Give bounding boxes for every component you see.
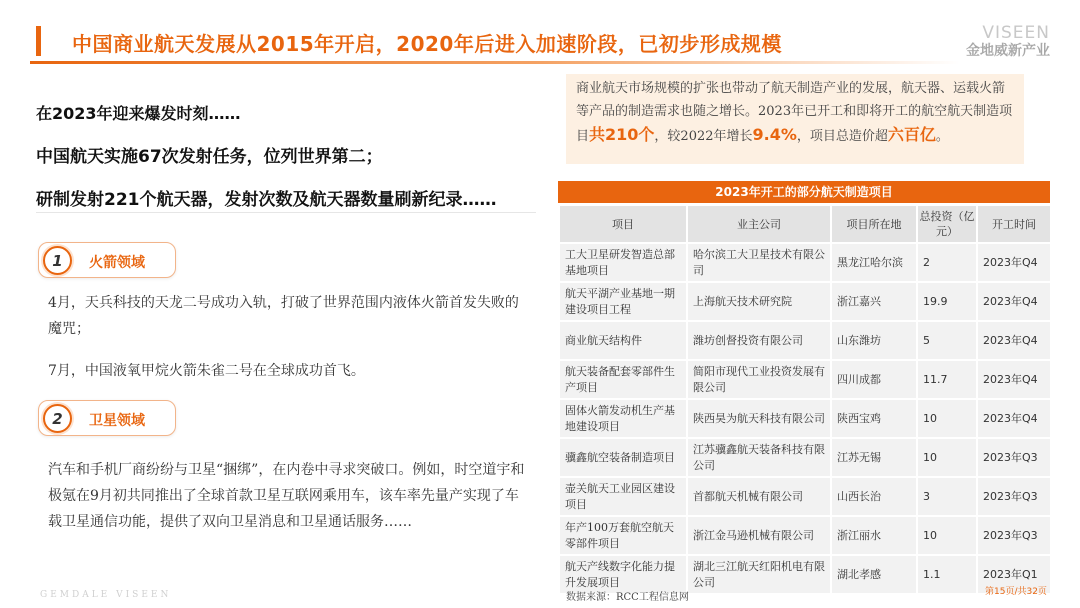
section-number-badge: 1 [43,246,72,275]
table-cell: 湖北孝感 [831,555,917,594]
intro-line-2: 中国航天实施67次发射任务，位列世界第二； [36,147,383,167]
divider [36,212,536,213]
company-logo [966,24,1050,60]
table-cell: 浙江丽水 [831,516,917,555]
table-cell: 江苏无锡 [831,438,917,477]
table-cell: 航天平湖产业基地一期建设项目工程 [559,282,687,321]
summary-text: 商业航天市场规模的扩张也带动了航天制造产业的发展，航天器、运载火箭等产品的制造需求也随之增长。2023年已开工和即将开工的航空航天制造项目 [576,81,1013,144]
column-header: 项目所在地 [831,205,917,243]
table-cell: 山东潍坊 [831,321,917,360]
table-cell: 10 [917,438,977,477]
table-cell: 2 [917,243,977,282]
table-header-row [559,205,1051,243]
section-paragraph: 4月，天兵科技的天龙二号成功入轨，打破了世界范围内液体火箭首发失败的魔咒； [48,295,519,337]
table-row [559,516,1051,555]
table-cell: 潍坊创督投资有限公司 [687,321,831,360]
data-source: 数据来源：RCC工程信息网 [566,592,689,603]
table-row [559,399,1051,438]
title-bar [0,22,960,62]
page-number: 第15页/共32页 [985,587,1047,597]
table-cell: 10 [917,399,977,438]
table-cell: 四川成都 [831,360,917,399]
column-header: 总投资（亿元） [917,205,977,243]
summary-text: ，项目总造价超 [796,129,888,144]
summary-text: 。 [935,129,949,144]
section-paragraph: 汽车和手机厂商纷纷与卫星“捆绑”，在内卷中寻求突破口。例如，时空道宇和极氪在9月初共同推出了全球首款卫星互联网乘用车，该车率先量产实现了车载卫星通信功能，提供了双向卫星消息和卫星通话服务…… [48,462,525,530]
title-accent-bar [36,26,41,56]
title-underline [30,61,960,64]
section-heading-satellite [38,400,176,436]
summary-highlight-growth: 9.4% [752,125,797,144]
table-cell: 陕西昊为航天科技有限公司 [687,399,831,438]
column-header: 开工时间 [977,205,1051,243]
table-cell: 固体火箭发动机生产基地建设项目 [559,399,687,438]
table-cell: 江苏骥鑫航天装备科技有限公司 [687,438,831,477]
table-cell: 2023年Q4 [977,399,1051,438]
section-paragraph: 7月，中国液氧甲烷火箭朱雀二号在全球成功首飞。 [48,363,365,379]
table-cell: 工大卫星研发智造总部基地项目 [559,243,687,282]
table-cell: 2023年Q3 [977,477,1051,516]
table-cell: 陕西宝鸡 [831,399,917,438]
table-cell: 骥鑫航空装备制造项目 [559,438,687,477]
table-cell: 商业航天结构件 [559,321,687,360]
summary-callout [566,74,1024,164]
summary-highlight-count: 共210个 [589,125,655,144]
projects-table [558,204,1052,595]
table-row [559,321,1051,360]
table-cell: 哈尔滨工大卫星技术有限公司 [687,243,831,282]
logo-english: VISEEN [982,23,1050,43]
table-cell: 壶关航天工业园区建设项目 [559,477,687,516]
table-cell: 上海航天技术研究院 [687,282,831,321]
summary-text: ，较2022年增长 [654,129,753,144]
table-row [559,282,1051,321]
table-cell: 首都航天机械有限公司 [687,477,831,516]
table-cell: 5 [917,321,977,360]
table-title: 2023年开工的部分航天制造项目 [558,181,1050,203]
table-cell: 10 [917,516,977,555]
table-row [559,360,1051,399]
table-cell: 2023年Q4 [977,321,1051,360]
table-cell: 简阳市现代工业投资发展有限公司 [687,360,831,399]
footer-brand: GEMDALE VISEEN [40,590,172,600]
section-label: 卫星领域 [89,413,145,429]
table-cell: 2023年Q4 [977,360,1051,399]
column-header: 项目 [559,205,687,243]
table-cell: 黑龙江哈尔滨 [831,243,917,282]
table-cell: 航天产线数字化能力提升发展项目 [559,555,687,594]
table-cell: 山西长治 [831,477,917,516]
table-cell: 11.7 [917,360,977,399]
table-cell: 湖北三江航天红阳机电有限公司 [687,555,831,594]
table-cell: 浙江金马逊机械有限公司 [687,516,831,555]
table-cell: 2023年Q4 [977,282,1051,321]
table-cell: 浙江嘉兴 [831,282,917,321]
table-cell: 年产100万套航空航天零部件项目 [559,516,687,555]
column-header: 业主公司 [687,205,831,243]
intro-line-3: 研制发射221个航天器，发射次数及航天器数量刷新纪录…… [36,190,497,210]
section-heading-rocket [38,242,176,278]
table-row [559,243,1051,282]
table-cell: 2023年Q1 [977,555,1051,594]
table-body [559,243,1051,594]
summary-highlight-cost: 六百亿 [887,125,936,144]
logo-chinese: 金地威新产业 [966,43,1050,59]
page-title: 中国商业航天发展从2015年开启，2020年后进入加速阶段，已初步形成规模 [72,32,782,56]
intro-line-1: 在2023年迎来爆发时刻…… [36,104,241,123]
section-number-badge: 2 [43,404,72,433]
table-cell: 2023年Q3 [977,438,1051,477]
section-label: 火箭领域 [89,255,145,271]
table-cell: 航天装备配套零部件生产项目 [559,360,687,399]
table-cell: 19.9 [917,282,977,321]
table-cell: 2023年Q4 [977,243,1051,282]
table-row [559,438,1051,477]
table-cell: 1.1 [917,555,977,594]
table-row [559,477,1051,516]
table-cell: 2023年Q3 [977,516,1051,555]
table-cell: 3 [917,477,977,516]
